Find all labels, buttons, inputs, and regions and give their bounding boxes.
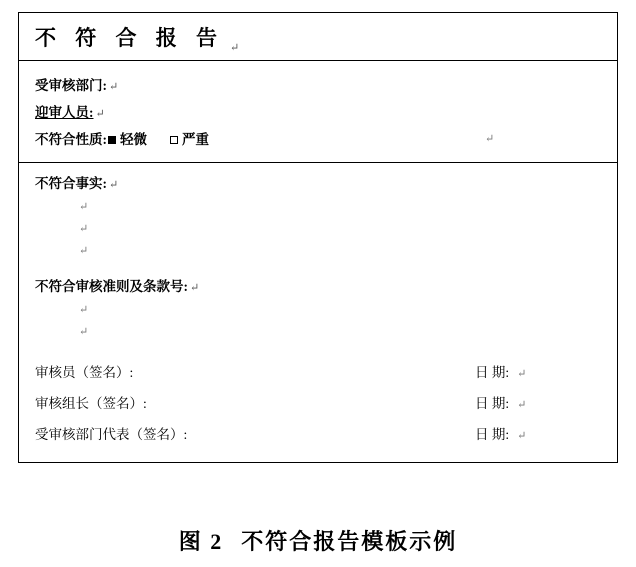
blank-line[interactable]: ↵ xyxy=(79,304,89,316)
nonconformity-facts-label xyxy=(35,173,601,196)
nonconformity-report-form xyxy=(18,12,618,463)
audit-criteria-clause-text: 不符合审核准则及条款号: xyxy=(35,279,188,294)
blank-line[interactable]: ↵ xyxy=(79,223,89,235)
checkbox-checked-icon[interactable] xyxy=(108,136,116,144)
blank-line[interactable]: ↵ xyxy=(79,245,89,257)
department-rep-signature-label: 受审核部门代表（签名）: xyxy=(35,427,188,442)
paragraph-mark-icon: ↵ xyxy=(230,42,240,54)
nonconformity-nature-field xyxy=(35,127,601,152)
auditor-date-label xyxy=(475,357,526,388)
signature-row-department-rep xyxy=(35,419,601,450)
paragraph-mark-icon: ↵ xyxy=(517,368,527,380)
auditor-signature-label: 审核员（签名）: xyxy=(35,365,134,380)
figure-number: 图 2 xyxy=(178,529,224,554)
auditor-date-text: 日 期: xyxy=(475,365,510,380)
signature-block xyxy=(35,357,601,450)
paragraph-mark-icon: ↵ xyxy=(109,81,119,93)
audited-department-field xyxy=(35,73,601,100)
lead-auditor-date-text: 日 期: xyxy=(475,396,510,411)
lead-auditor-signature-label: 审核组长（签名）: xyxy=(35,396,147,411)
blank-line[interactable]: ↵ xyxy=(79,201,89,213)
lead-auditor-date-label xyxy=(475,388,526,419)
form-body-row xyxy=(19,163,617,462)
nature-option-minor-label: 轻微 xyxy=(120,132,147,147)
department-rep-date-label xyxy=(475,419,526,450)
signature-row-lead-auditor xyxy=(35,388,601,419)
nature-option-minor[interactable] xyxy=(107,127,147,152)
nature-option-major[interactable] xyxy=(169,127,209,152)
audited-department-label: 受审核部门: xyxy=(35,78,107,93)
nonconformity-nature-label: 不符合性质: xyxy=(35,132,107,147)
figure-caption xyxy=(0,525,636,556)
paragraph-mark-icon: ↵ xyxy=(517,430,527,442)
attendee-label: 迎审人员: xyxy=(35,105,94,120)
signature-row-auditor xyxy=(35,357,601,388)
form-header-row xyxy=(19,61,617,163)
nature-option-major-label: 严重 xyxy=(182,132,209,147)
form-title: 不 符 合 报 告 xyxy=(35,25,224,50)
checkbox-unchecked-icon[interactable] xyxy=(170,136,178,144)
figure-caption-text: 不符合报告模板示例 xyxy=(241,529,458,554)
paragraph-mark-icon: ↵ xyxy=(109,179,119,191)
form-title-row xyxy=(19,13,617,61)
paragraph-mark-icon: ↵ xyxy=(517,399,527,411)
paragraph-mark-icon: ↵ xyxy=(485,133,495,145)
nonconformity-facts-text: 不符合事实: xyxy=(35,176,107,191)
paragraph-mark-icon: ↵ xyxy=(95,108,105,120)
department-rep-date-text: 日 期: xyxy=(475,427,510,442)
paragraph-mark-icon: ↵ xyxy=(190,282,200,294)
attendee-field xyxy=(35,100,601,127)
audit-criteria-clause-label xyxy=(35,276,601,299)
blank-line[interactable]: ↵ xyxy=(79,326,89,338)
